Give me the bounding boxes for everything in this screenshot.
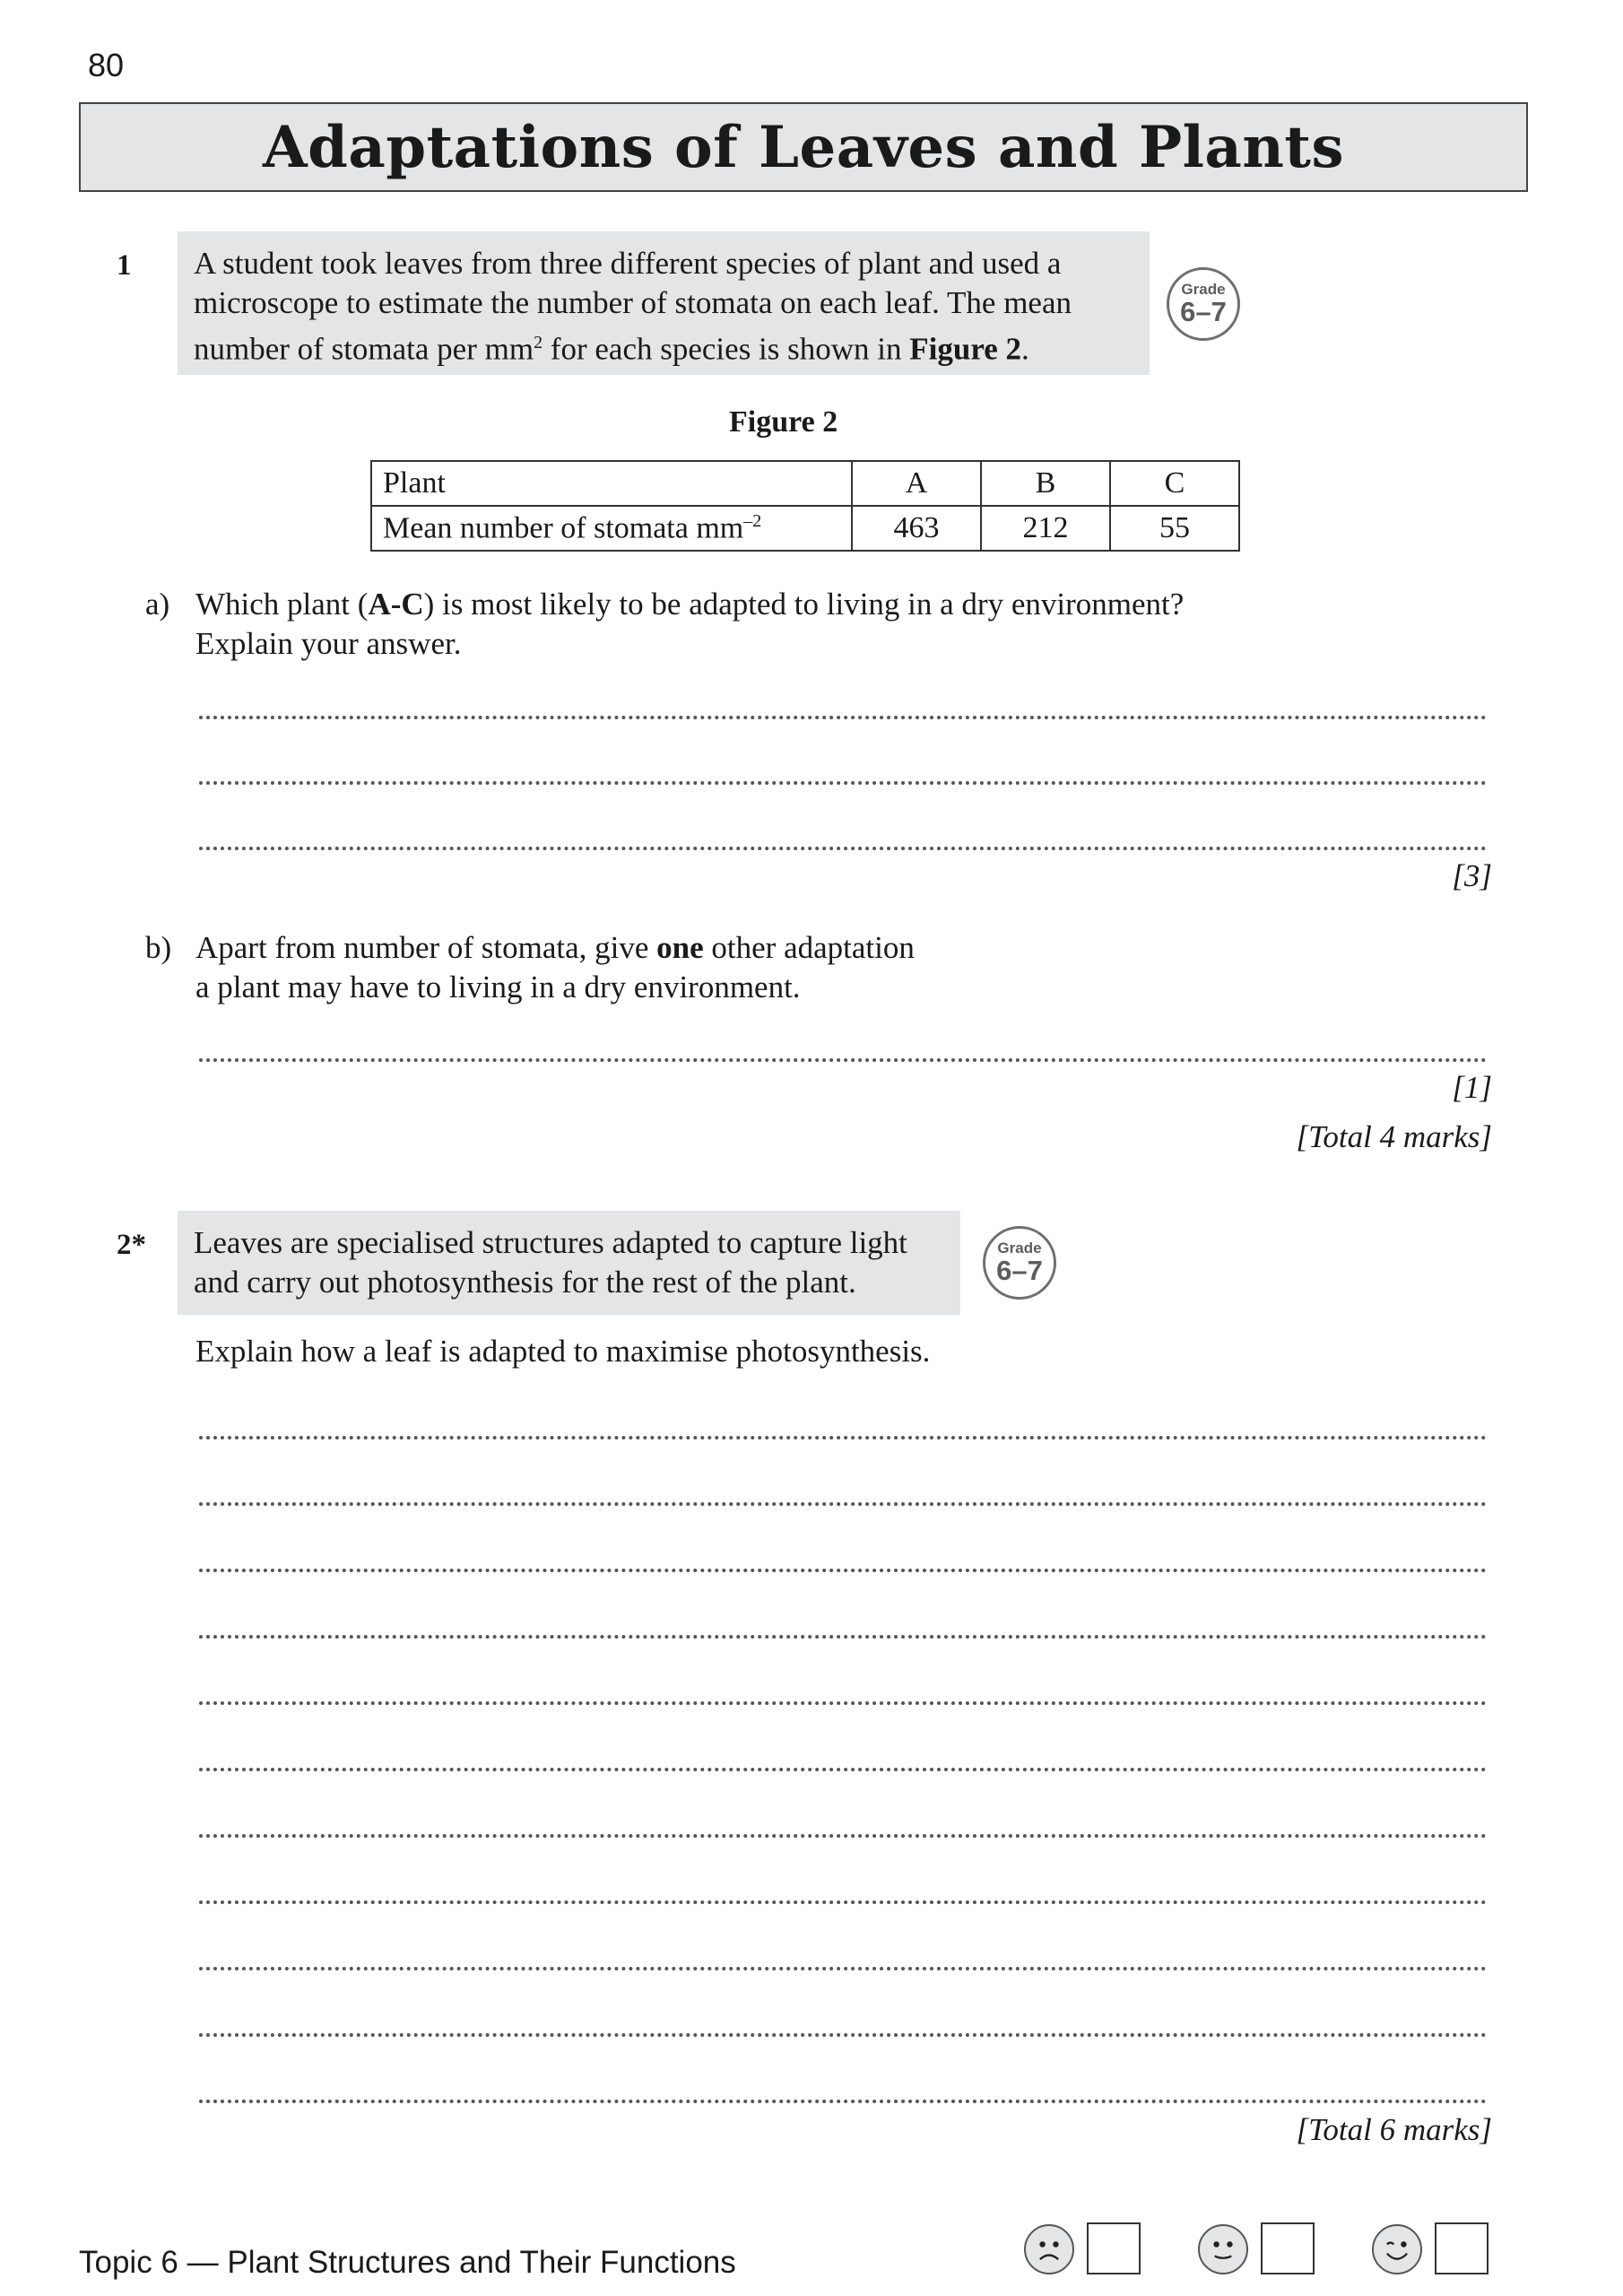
confidence-box-medium[interactable]: [1261, 2222, 1315, 2274]
q1a-question: Which plant (A-C) is most likely to be adapted to living in a dry environment? Explain your answer.: [195, 587, 1185, 661]
q1b-marks: [1]: [1452, 1070, 1492, 1105]
table-col-a: A: [852, 461, 981, 506]
q1b-label: b): [145, 930, 172, 965]
question-1-number: 1: [117, 249, 132, 282]
confidence-box-low[interactable]: [1087, 2222, 1141, 2274]
answer-line[interactable]: [199, 1768, 1487, 1771]
confidence-box-high[interactable]: [1435, 2222, 1488, 2274]
answer-line[interactable]: [199, 1900, 1487, 1904]
answer-line[interactable]: [199, 1701, 1487, 1705]
page-title: Adaptations of Leaves and Plants: [262, 113, 1345, 181]
question-2-intro: [178, 1211, 960, 1315]
q2-intro-line1: Leaves are specialised structures adapted to capture light: [194, 1225, 907, 1260]
figure-title: Figure 2: [729, 405, 838, 439]
q2-prompt: Explain how a leaf is adapted to maximise photosynthesis.: [195, 1334, 931, 1369]
grade-badge-icon: Grade 6–7: [983, 1226, 1056, 1300]
answer-line[interactable]: [199, 1635, 1487, 1639]
table-value-b: 212: [981, 506, 1110, 551]
grade-badge-icon: Grade 6–7: [1167, 267, 1240, 341]
answer-line[interactable]: [199, 1502, 1487, 1506]
footer-topic: Topic 6 — Plant Structures and Their Functions: [79, 2245, 736, 2280]
answer-line[interactable]: [199, 1834, 1487, 1838]
q1-total-marks: [Total 4 marks]: [1296, 1119, 1492, 1154]
q2-total-marks: [Total 6 marks]: [1296, 2112, 1492, 2147]
answer-line[interactable]: [199, 2033, 1487, 2037]
page-number: 80: [88, 47, 125, 83]
answer-line[interactable]: [199, 716, 1487, 719]
title-banner: [79, 102, 1528, 192]
q1a-label: a): [145, 587, 170, 622]
table-col-b: B: [981, 461, 1110, 506]
q1a-marks: [3]: [1452, 858, 1492, 893]
q1b-question: Apart from number of stomata, give one other adaptation a plant may have to living in a dry environment.: [195, 930, 915, 1004]
table-row: [371, 506, 1239, 551]
table-value-c: 55: [1110, 506, 1239, 551]
answer-line[interactable]: [199, 847, 1487, 850]
answer-line[interactable]: [199, 2100, 1487, 2103]
q2-intro-line2: and carry out photosynthesis for the rest of the plant.: [194, 1265, 856, 1300]
q1-intro-line2: microscope to estimate the number of stomata on each leaf. The mean: [194, 285, 1072, 320]
table-value-a: 463: [852, 506, 981, 551]
answer-line[interactable]: [199, 1058, 1487, 1062]
happy-face-icon: [1372, 2224, 1422, 2274]
answer-line[interactable]: [199, 1436, 1487, 1439]
q1-intro-line3: number of stomata per $mm^2$ for each species is shown in Figure 2.: [194, 331, 1029, 367]
answer-line[interactable]: [199, 1569, 1487, 1572]
answer-line[interactable]: [199, 781, 1487, 785]
neutral-face-icon: [1198, 2224, 1248, 2274]
table-col-c: C: [1110, 461, 1239, 506]
sad-face-icon: [1024, 2224, 1074, 2274]
stomata-table: [370, 460, 1240, 552]
table-row-label: Mean number of stomata $mm^{-2}$: [371, 506, 852, 551]
table-header-plant: Plant: [371, 461, 852, 506]
question-1-intro: [178, 231, 1150, 375]
q1-intro-line1: A student took leaves from three different species of plant and used a: [194, 246, 1062, 281]
question-2-number: 2*: [117, 1229, 146, 1261]
table-row: [371, 461, 1239, 506]
answer-line[interactable]: [199, 1967, 1487, 1970]
